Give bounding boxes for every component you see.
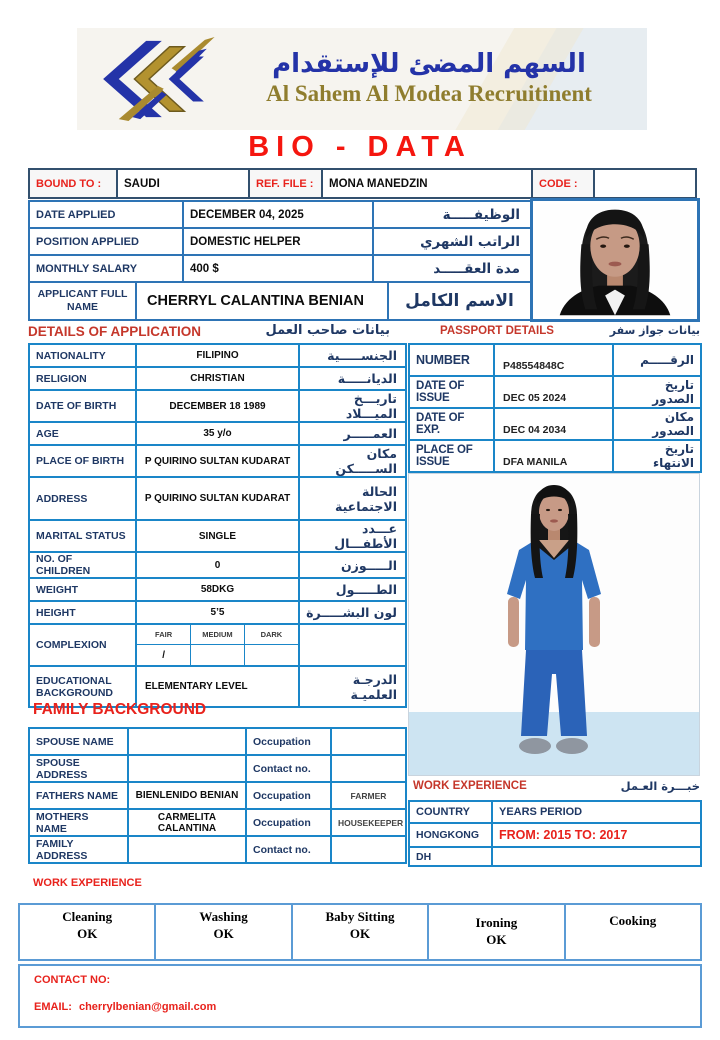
field-label-arabic: مدة العقـــــد bbox=[373, 255, 531, 282]
field-value: DECEMBER 18 1989 bbox=[136, 390, 299, 422]
complexion-label: COMPLEXION bbox=[29, 624, 136, 666]
field-label-arabic: الحالة الاجتماعية bbox=[299, 477, 406, 520]
complexion-mark bbox=[191, 645, 245, 666]
complexion-options-table bbox=[137, 625, 298, 665]
field-label-arabic: الطـــــول bbox=[299, 578, 406, 601]
years-column-header: YEARS PERIOD bbox=[492, 801, 701, 823]
field-value bbox=[331, 755, 406, 782]
field-value: DEC 05 2024 bbox=[494, 376, 613, 408]
skill-name: Cooking bbox=[609, 913, 657, 928]
field-label-arabic bbox=[299, 624, 406, 666]
table-row bbox=[409, 344, 701, 376]
skill-status: OK bbox=[349, 925, 371, 941]
field-label: DATE OF EXP. bbox=[409, 408, 494, 440]
field-value: FARMER bbox=[331, 782, 406, 809]
passport-section-title: PASSPORT DETAILS bbox=[440, 325, 554, 337]
skill-name: Ironing bbox=[475, 915, 518, 930]
field-value: FILIPINO bbox=[136, 344, 299, 367]
skill-status: OK bbox=[486, 931, 507, 947]
skill-status: OK bbox=[77, 925, 98, 941]
country-value: HONGKONG bbox=[409, 823, 492, 847]
field-label: DATE OF ISSUE bbox=[409, 376, 494, 408]
skill-cell bbox=[19, 904, 155, 960]
skill-cell bbox=[428, 904, 564, 960]
field-label: SPOUSE ADDRESS bbox=[29, 755, 128, 782]
skill-cell bbox=[155, 904, 291, 960]
code-label: CODE : bbox=[532, 169, 594, 198]
skill-name: Cleaning bbox=[62, 909, 113, 924]
field-value: DFA MANILA bbox=[494, 440, 613, 472]
field-value: ELEMENTARY LEVEL bbox=[136, 666, 299, 707]
field-label-arabic: الـــــوزن bbox=[299, 552, 406, 578]
table-row bbox=[29, 228, 531, 255]
field-label-arabic: مكان الســـــكن bbox=[299, 445, 406, 477]
complexion-mark bbox=[244, 645, 298, 666]
field-value: 35 y/o bbox=[136, 422, 299, 445]
field-label: DATE OF BIRTH bbox=[29, 390, 136, 422]
details-section-title-arabic: بيانات صاحب العمل bbox=[265, 323, 390, 338]
table-row bbox=[29, 344, 406, 367]
field-label: FAMILY ADDRESS bbox=[29, 836, 128, 863]
field-label: HEIGHT bbox=[29, 601, 136, 624]
table-row bbox=[29, 367, 406, 390]
field-value: 400 $ bbox=[183, 255, 373, 282]
code-value bbox=[594, 169, 696, 198]
work-experience-table bbox=[408, 800, 702, 867]
contact-box bbox=[18, 964, 702, 1028]
field-value: P48554848C bbox=[494, 344, 613, 376]
complexion-options-cell bbox=[136, 624, 299, 666]
applicant-name-row bbox=[28, 281, 532, 321]
skills-table bbox=[18, 903, 702, 961]
email-value: cherrylbenian@gmail.com bbox=[78, 1001, 217, 1013]
field-label: POSITION APPLIED bbox=[29, 228, 183, 255]
field-label-arabic: لون البشـــــرة bbox=[299, 601, 406, 624]
table-row bbox=[29, 282, 531, 320]
table-row bbox=[29, 445, 406, 477]
field-label: NO. OF CHILDREN bbox=[29, 552, 136, 578]
field-label-arabic: عـــدد الأطفـــال bbox=[299, 520, 406, 552]
field-label: NUMBER bbox=[409, 344, 494, 376]
field-label: AGE bbox=[29, 422, 136, 445]
company-titles bbox=[217, 50, 647, 107]
family-background-table bbox=[28, 727, 407, 864]
skill-name: Baby Sitting bbox=[325, 909, 395, 924]
bound-to-table bbox=[28, 168, 697, 199]
skill-name: Washing bbox=[199, 909, 248, 924]
skill-cell bbox=[565, 904, 701, 960]
table-row bbox=[29, 422, 406, 445]
field-label: Occupation bbox=[246, 809, 331, 836]
field-label: Contact no. bbox=[246, 836, 331, 863]
complexion-option: DARK bbox=[244, 625, 298, 645]
applicant-headshot-photo bbox=[530, 198, 700, 322]
field-value: 5’5 bbox=[136, 601, 299, 624]
field-value: 58DKG bbox=[136, 578, 299, 601]
company-logo-arrows-icon bbox=[89, 35, 217, 123]
applicant-fullbody-photo bbox=[408, 473, 700, 776]
table-row bbox=[19, 904, 701, 960]
complexion-option: MEDIUM bbox=[191, 625, 245, 645]
ref-file-value: MONA MANEDZIN bbox=[322, 169, 532, 198]
field-value: DEC 04 2034 bbox=[494, 408, 613, 440]
field-label-arabic: الجنســـــية bbox=[299, 344, 406, 367]
field-label-arabic: مكان الصدور bbox=[613, 408, 701, 440]
applicant-name-label: APPLICANT FULL NAME bbox=[29, 282, 136, 320]
country-column-header: COUNTRY bbox=[409, 801, 492, 823]
field-label-arabic: الديانـــــة bbox=[299, 367, 406, 390]
family-section-title: FAMILY BACKGROUND bbox=[33, 701, 207, 718]
field-value: P QUIRINO SULTAN KUDARAT bbox=[136, 477, 299, 520]
field-label-arabic: تاريخ الصدور bbox=[613, 376, 701, 408]
table-row bbox=[29, 755, 406, 782]
field-label: SPOUSE NAME bbox=[29, 728, 128, 755]
country-value: DH bbox=[409, 847, 492, 866]
field-label: NATIONALITY bbox=[29, 344, 136, 367]
field-label: FATHERS NAME bbox=[29, 782, 128, 809]
table-row bbox=[29, 809, 406, 836]
field-value: BIENLENIDO BENIAN bbox=[128, 782, 246, 809]
skill-cell bbox=[292, 904, 428, 960]
passport-section-title-arabic: بيانات جواز سفر bbox=[609, 324, 700, 337]
details-of-application-table bbox=[28, 343, 407, 708]
application-info-table bbox=[28, 200, 532, 283]
field-label: PLACE OF ISSUE bbox=[409, 440, 494, 472]
complexion-mark: / bbox=[137, 645, 191, 666]
field-value: DOMESTIC HELPER bbox=[183, 228, 373, 255]
field-label: WEIGHT bbox=[29, 578, 136, 601]
table-row bbox=[29, 255, 531, 282]
field-label-arabic: الدرجـة العلميـة bbox=[299, 666, 406, 707]
bound-to-value: SAUDI bbox=[117, 169, 249, 198]
field-value: HOUSEKEEPER bbox=[331, 809, 406, 836]
table-row bbox=[409, 847, 701, 866]
field-label: MOTHERS NAME bbox=[29, 809, 128, 836]
work-experience-left-title: WORK EXPERIENCE bbox=[33, 877, 142, 889]
work-experience-right-title-arabic: خبـــرة العـمل bbox=[620, 779, 700, 793]
table-row bbox=[409, 376, 701, 408]
complexion-option: FAIR bbox=[137, 625, 191, 645]
table-row bbox=[29, 390, 406, 422]
field-label: Contact no. bbox=[246, 755, 331, 782]
field-label-arabic: الوظيفـــــة bbox=[373, 201, 531, 228]
field-label: Occupation bbox=[246, 782, 331, 809]
field-label: EDUCATIONAL BACKGROUND bbox=[29, 666, 136, 707]
field-label-arabic: العمـــــر bbox=[299, 422, 406, 445]
table-row bbox=[29, 552, 406, 578]
field-label-arabic: الراتب الشهري bbox=[373, 228, 531, 255]
table-row bbox=[409, 823, 701, 847]
field-value: 0 bbox=[136, 552, 299, 578]
field-label: MONTHLY SALARY bbox=[29, 255, 183, 282]
field-value bbox=[128, 836, 246, 863]
field-value: SINGLE bbox=[136, 520, 299, 552]
table-row bbox=[29, 601, 406, 624]
field-value bbox=[128, 728, 246, 755]
table-row bbox=[29, 578, 406, 601]
field-value bbox=[331, 728, 406, 755]
field-label-arabic: الرقـــــم bbox=[613, 344, 701, 376]
field-label-arabic: تاريـــخ الميـــلاد bbox=[299, 390, 406, 422]
applicant-name-arabic: الاسم الكامل bbox=[388, 282, 531, 320]
table-row bbox=[29, 477, 406, 520]
page-title: BIO - DATA bbox=[248, 131, 472, 163]
passport-details-table bbox=[408, 343, 702, 473]
table-row bbox=[409, 440, 701, 472]
field-value: P QUIRINO SULTAN KUDARAT bbox=[136, 445, 299, 477]
field-value: DECEMBER 04, 2025 bbox=[183, 201, 373, 228]
ref-file-label: REF. FILE : bbox=[249, 169, 322, 198]
field-value: CHRISTIAN bbox=[136, 367, 299, 390]
field-value bbox=[128, 755, 246, 782]
table-row bbox=[29, 728, 406, 755]
field-label: DATE APPLIED bbox=[29, 201, 183, 228]
company-name-arabic: السهم المضئ للإستقدام bbox=[272, 49, 586, 80]
table-row bbox=[29, 520, 406, 552]
company-name-english: Al Sahem Al Modea Recruitinent bbox=[266, 81, 592, 107]
bound-to-label: BOUND TO : bbox=[29, 169, 117, 198]
years-value: FROM: 2015 TO: 2017 bbox=[492, 823, 701, 847]
field-value: CARMELITA CALANTINA bbox=[128, 809, 246, 836]
applicant-name-value: CHERRYL CALANTINA BENIAN bbox=[136, 282, 388, 320]
email-label: EMAIL: bbox=[34, 1001, 72, 1013]
table-row bbox=[409, 408, 701, 440]
field-label: ADDRESS bbox=[29, 477, 136, 520]
complexion-row bbox=[29, 624, 406, 666]
field-label: RELIGION bbox=[29, 367, 136, 390]
details-section-title: DETAILS OF APPLICATION bbox=[28, 324, 201, 339]
years-value bbox=[492, 847, 701, 866]
field-value bbox=[331, 836, 406, 863]
skill-status: OK bbox=[213, 925, 234, 941]
field-label: Occupation bbox=[246, 728, 331, 755]
table-row bbox=[29, 836, 406, 863]
field-label-arabic: تاريخ الانتهاء bbox=[613, 440, 701, 472]
field-label: MARITAL STATUS bbox=[29, 520, 136, 552]
work-experience-right-title: WORK EXPERIENCE bbox=[413, 780, 527, 792]
company-header bbox=[77, 28, 647, 130]
table-row bbox=[29, 201, 531, 228]
contact-number-label: CONTACT NO: bbox=[34, 974, 111, 986]
table-header-row bbox=[409, 801, 701, 823]
field-label: PLACE OF BIRTH bbox=[29, 445, 136, 477]
table-row bbox=[29, 782, 406, 809]
contact-email-line bbox=[34, 1001, 686, 1013]
